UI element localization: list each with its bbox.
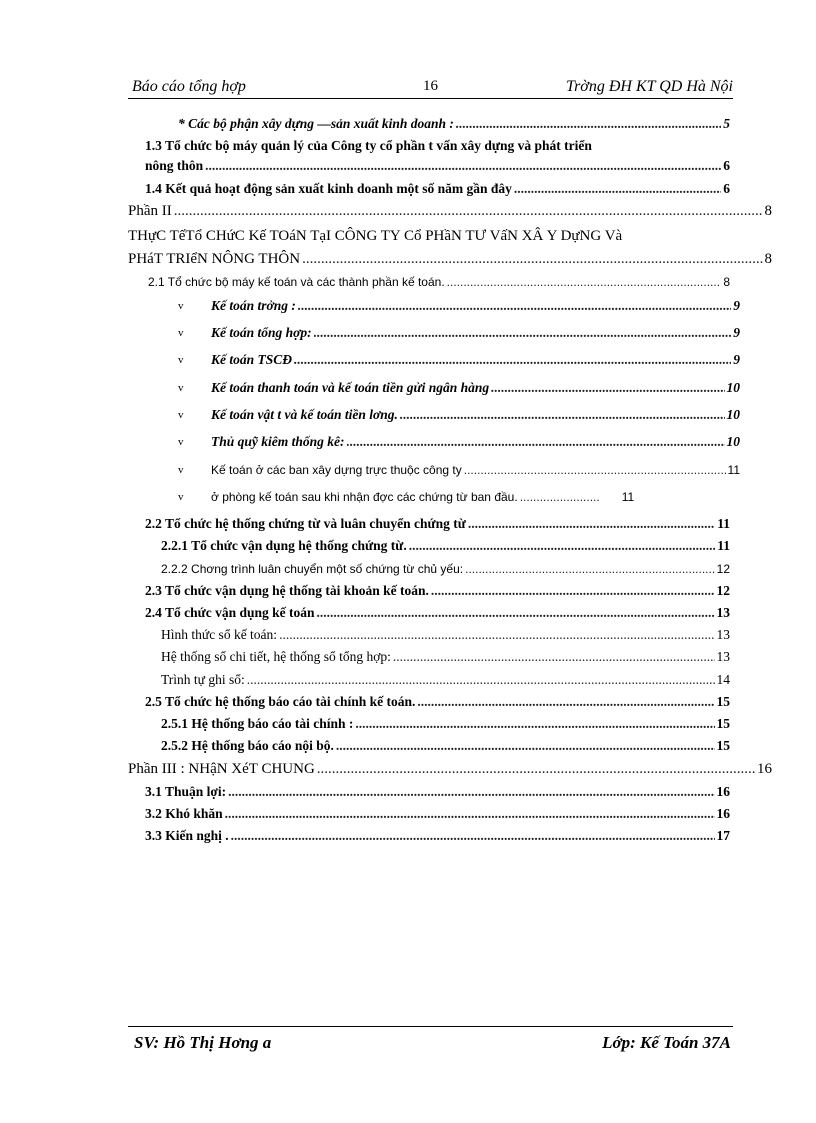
bullet-icon: v xyxy=(178,327,184,339)
toc-entry: 3.3 Kiến nghị . ..... 17 xyxy=(145,828,730,844)
toc-entry: 1.4 Kết quả hoạt động sản xuất kinh doanh một số năm gần đây ..... 6 xyxy=(145,181,730,197)
page-footer xyxy=(128,1026,733,1052)
toc-entry: 2.5.1 Hệ thống báo cáo tài chính : ..... 15 xyxy=(161,716,730,732)
toc-entry: 2.4 Tổ chức vận dụng kế toán ..... 13 xyxy=(145,605,730,621)
footer-student-name: SV: Hồ Thị Hơng a xyxy=(134,1033,272,1052)
toc-entry: 3.1 Thuận lợi: ..... 16 xyxy=(145,784,730,800)
toc-entry: nông thôn ..... 6 xyxy=(145,158,730,174)
toc-entry: 1.3 Tổ chức bộ máy quản lý của Công ty cổ phần t vấn xây dựng và phát triển xyxy=(145,138,592,153)
toc-part-heading: THựC TếTổ CHứC Kế TOáN TạI CÔNG TY Cổ PHầN TƯ VấN XÂ Y DựNG Và xyxy=(128,228,623,244)
bullet-icon: v xyxy=(178,354,184,366)
toc-entry: Kế toán vật t và kế toán tiền lơng. ..... 10 xyxy=(211,407,740,423)
toc-entry: 2.3 Tổ chức vận dụng hệ thống tài khoản kế toán. ..... 12 xyxy=(145,583,730,599)
footer-class: Lớp: Kế Toán 37A xyxy=(602,1033,731,1052)
toc-entry: Hình thức sổ kế toán: ..... 13 xyxy=(161,627,730,643)
toc-entry: 2.1 Tổ chức bộ máy kế toán và các thành phần kế toán. ..... 8 xyxy=(148,274,730,290)
header-university: Trờng ĐH KT QD Hà Nội xyxy=(566,78,733,95)
toc-part-heading: Phần II ..... 8 xyxy=(128,203,772,219)
toc-part-heading: Phần III : NHậN XéT CHUNG ..... 16 xyxy=(128,761,772,777)
header-report-title: Báo cáo tổng hợp xyxy=(132,78,246,95)
toc-entry: 2.2.1 Tổ chức vận dụng hệ thống chứng từ. ..... 11 xyxy=(161,538,730,554)
bullet-icon: v xyxy=(178,409,184,421)
toc-entry: Kế toán tổng hợp: ..... 9 xyxy=(211,325,740,341)
bullet-icon: v xyxy=(178,464,184,476)
toc-entry: 2.5.2 Hệ thống báo cáo nội bộ. ..... 15 xyxy=(161,738,730,754)
bullet-icon: v xyxy=(178,382,184,394)
toc-entry: * Các bộ phận xây dựng —sản xuất kinh doanh : ..... 5 xyxy=(178,116,730,132)
toc-entry: Trình tự ghi sổ: ..... 14 xyxy=(161,672,730,688)
toc-entry: Thủ quỹ kiêm thống kê: ..... 10 xyxy=(211,434,740,450)
toc-entry: Kế toán thanh toán và kế toán tiền gửi ngân hàng ..... 10 xyxy=(211,380,740,396)
toc-entry: Kế toán TSCĐ ..... 9 xyxy=(211,352,740,368)
toc-entry: Kế toán ở các ban xây dựng trực thuộc công ty ..... 11 xyxy=(211,462,740,478)
toc-entry: Hệ thống sổ chi tiết, hệ thống sổ tổng hợp: ..... 13 xyxy=(161,649,730,665)
toc-entry: 2.2 Tổ chức hệ thống chứng từ và luân chuyển chứng từ ..... 11 xyxy=(145,516,730,532)
header-page-number: 16 xyxy=(423,78,438,94)
bullet-icon: v xyxy=(178,491,184,503)
toc-entry: 3.2 Khó khăn ..... 16 xyxy=(145,806,730,822)
toc-entry: ở phòng kế toán sau khi nhận đợc các chứng từ ban đầu. ..... 11 xyxy=(211,489,705,505)
bullet-icon: v xyxy=(178,300,184,312)
bullet-icon: v xyxy=(178,436,184,448)
toc-entry: Kế toán trởng : ..... 9 xyxy=(211,298,740,314)
toc-entry: 2.2.2 Chơng trình luân chuyển một số chứng từ chủ yếu: ..... 12 xyxy=(161,561,730,577)
toc-part-heading: PHáT TRIểN NÔNG THÔN ..... 8 xyxy=(128,251,772,267)
toc-entry: 2.5 Tổ chức hệ thống báo cáo tài chính kế toán. ..... 15 xyxy=(145,694,730,710)
page-header xyxy=(128,76,733,99)
